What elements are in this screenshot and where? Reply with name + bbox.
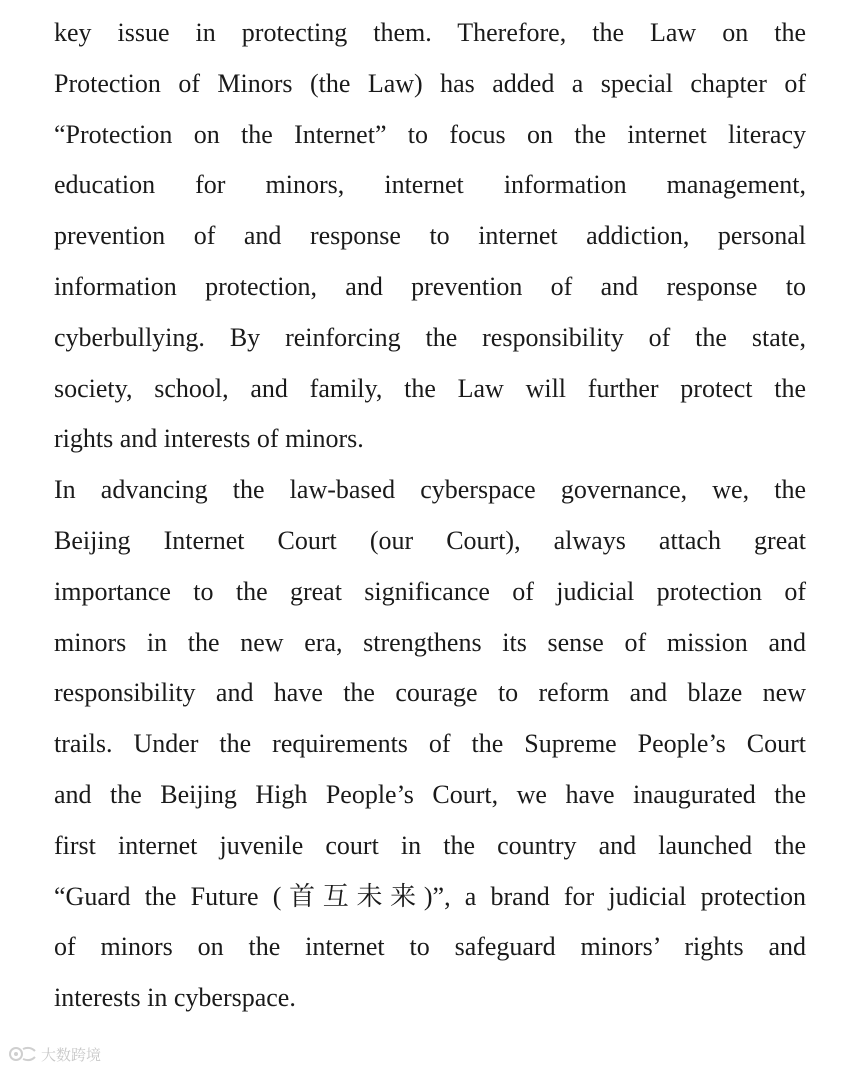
text-line: Beijing Internet Court (our Court), always attach great <box>54 525 806 555</box>
text-line: trails. Under the requirements of the Supreme People’s Court <box>54 729 806 759</box>
watermark-text: 大数跨境 <box>41 1045 102 1064</box>
paragraph-2 <box>54 465 806 1024</box>
document-body <box>54 8 806 1024</box>
text-line: rights and interests of minors. <box>54 424 364 454</box>
text-line: information protection, and prevention of and response to <box>54 271 806 301</box>
text-line: society, school, and family, the Law will further protect the <box>54 373 806 403</box>
text-line: In advancing the law-based cyberspace governance, we, the <box>54 475 806 505</box>
text-line: prevention of and response to internet addiction, personal <box>54 221 806 251</box>
text-line: of minors on the internet to safeguard minors’ rights and <box>54 932 806 962</box>
text-line: first internet juvenile court in the country and launched the <box>54 830 806 860</box>
text-line: Protection of Minors (the Law) has added a special chapter of <box>54 68 806 98</box>
text-line: interests in cyberspace. <box>54 983 296 1013</box>
text-line: “Guard the Future (首互未来)”, a brand for judicial protection <box>54 881 806 911</box>
text-line: and the Beijing High People’s Court, we have inaugurated the <box>54 779 806 809</box>
text-line: cyberbullying. By reinforcing the responsibility of the state, <box>54 322 806 352</box>
text-line: responsibility and have the courage to reform and blaze new <box>54 678 806 708</box>
paragraph-1 <box>54 8 806 465</box>
text-line: importance to the great significance of judicial protection of <box>54 576 806 606</box>
text-line: “Protection on the Internet” to focus on the internet literacy <box>54 119 806 149</box>
logo-icon <box>8 1045 38 1063</box>
text-line: key issue in protecting them. Therefore, the Law on the <box>54 18 806 47</box>
text-line: minors in the new era, strengthens its sense of mission and <box>54 627 806 657</box>
watermark <box>8 1043 101 1065</box>
text-line: education for minors, internet information management, <box>54 170 806 200</box>
